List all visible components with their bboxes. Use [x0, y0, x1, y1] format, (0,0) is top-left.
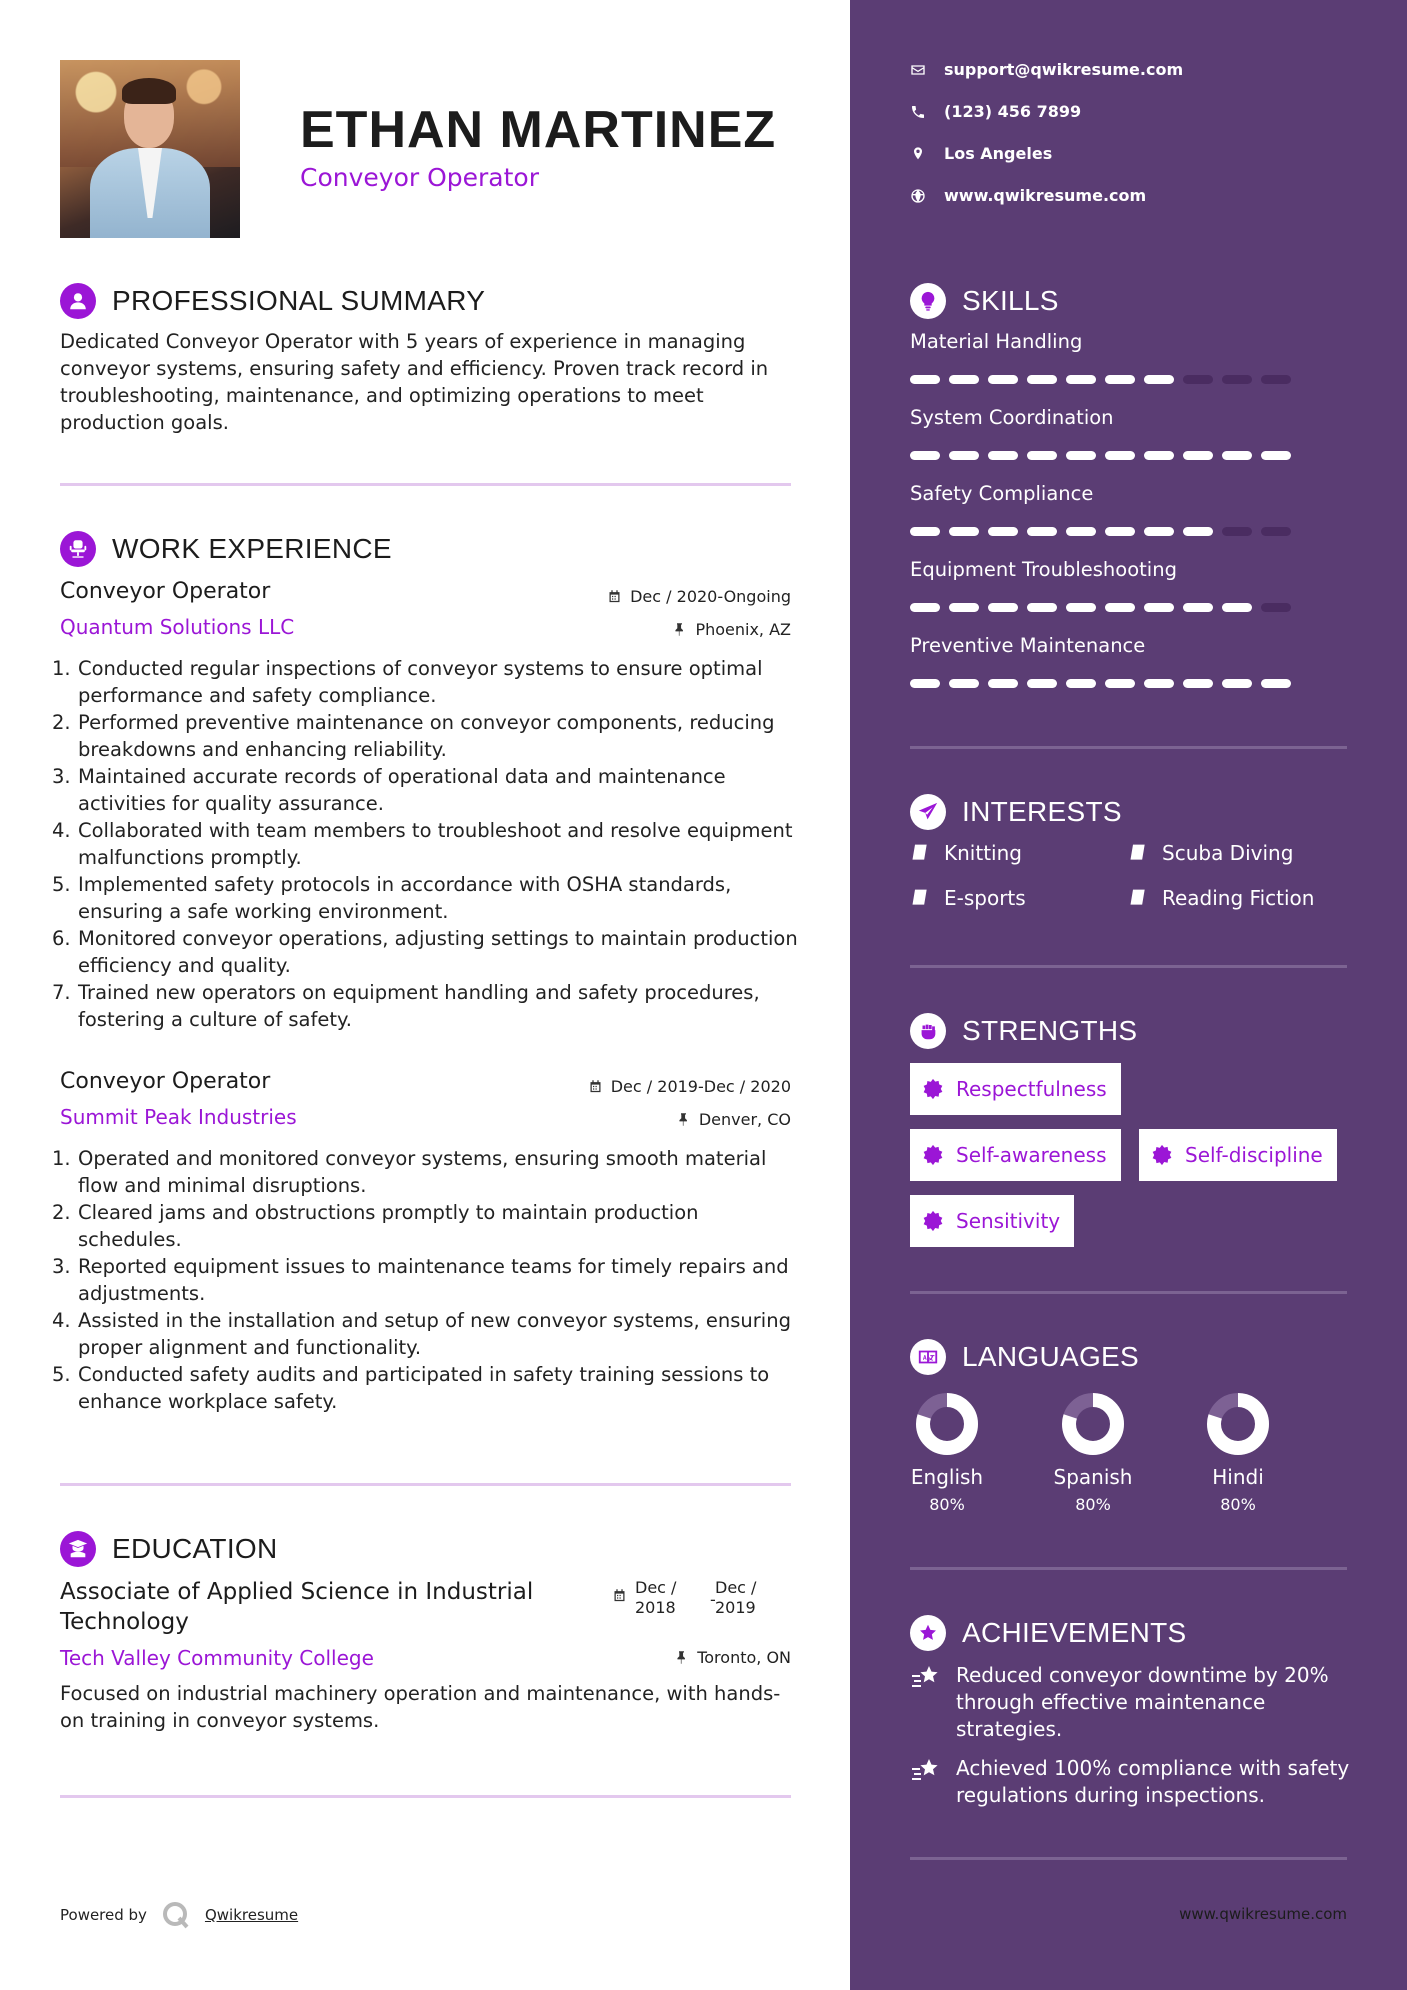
strength-chip: Self-discipline	[1139, 1129, 1337, 1181]
book-icon	[910, 888, 930, 908]
skill-name: Preventive Maintenance	[910, 634, 1146, 657]
list-item: 3. Reported equipment issues to maintenance teams for timely repairs and adjustments.	[52, 1255, 789, 1305]
strength-chip: Respectfulness	[910, 1063, 1121, 1115]
skill-level-segment	[1027, 375, 1057, 384]
skill-level-segment	[1027, 603, 1057, 612]
skill-level-segment	[988, 451, 1018, 460]
job-date: Dec / 2019-Dec / 2020	[588, 1077, 791, 1096]
skill-level-bar	[910, 451, 1300, 460]
education-dates	[612, 1578, 795, 1618]
skills-header	[910, 283, 1059, 319]
achievement-item: Reduced conveyor downtime by 20% through effective maintenance strategies.	[910, 1662, 1350, 1743]
language-proficiency-donut	[1060, 1391, 1126, 1457]
divider	[60, 483, 791, 486]
skill-level-segment	[949, 603, 979, 612]
skill-name: System Coordination	[910, 406, 1114, 429]
divider	[910, 965, 1347, 968]
language-name: English	[910, 1465, 984, 1489]
languages-header	[910, 1339, 1139, 1375]
book-icon	[1128, 888, 1148, 908]
sidebar	[850, 0, 1407, 1990]
skill-level-segment	[1183, 679, 1213, 688]
skill-level-segment	[949, 679, 979, 688]
graduate-icon	[60, 1531, 96, 1567]
skill-level-segment	[1144, 679, 1174, 688]
skill-level-segment	[988, 603, 1018, 612]
language-item	[1038, 1391, 1148, 1514]
book-icon	[910, 843, 930, 863]
language-proficiency-donut	[914, 1391, 980, 1457]
list-item: 3. Maintained accurate records of operational data and maintenance activities for quality assurance.	[52, 765, 726, 815]
contact-phone[interactable]: (123) 456 7899	[910, 102, 1081, 121]
skill-level-segment	[1222, 375, 1252, 384]
interest-item: Scuba Diving	[1128, 841, 1293, 865]
skill-level-segment	[1066, 375, 1096, 384]
book-icon	[1128, 843, 1148, 863]
shooting-star-icon	[910, 1755, 940, 1785]
contact-email[interactable]: support@qwikresume.com	[910, 60, 1183, 79]
summary-title: PROFESSIONAL SUMMARY	[112, 285, 486, 316]
divider	[910, 746, 1347, 749]
divider	[60, 1795, 791, 1798]
office-chair-icon	[60, 531, 96, 567]
skill-level-segment	[1261, 679, 1291, 688]
skill-level-segment	[1183, 603, 1213, 612]
lightbulb-icon	[910, 283, 946, 319]
language-percent: 80%	[1075, 1495, 1111, 1514]
shooting-star-icon	[910, 1662, 940, 1692]
skill-level-segment	[1105, 603, 1135, 612]
experience-title: WORK EXPERIENCE	[112, 533, 392, 564]
calendar-icon	[612, 1588, 627, 1603]
skill-level-segment	[1183, 451, 1213, 460]
contact-website[interactable]: www.qwikresume.com	[910, 186, 1146, 205]
skill-name: Safety Compliance	[910, 482, 1094, 505]
skill-level-segment	[1144, 375, 1174, 384]
skill-level-segment	[1222, 679, 1252, 688]
company-name: Quantum Solutions LLC	[60, 615, 295, 639]
achievements-title: ACHIEVEMENTS	[962, 1617, 1187, 1648]
skill-level-segment	[1105, 679, 1135, 688]
languages-title: LANGUAGES	[962, 1341, 1139, 1372]
skill-level-segment	[988, 679, 1018, 688]
interest-item: Knitting	[910, 841, 1022, 865]
calendar-icon	[588, 1079, 603, 1094]
company-name: Summit Peak Industries	[60, 1105, 297, 1129]
pin-icon	[674, 1650, 689, 1665]
divider	[910, 1857, 1347, 1860]
job-title: Conveyor Operator	[60, 579, 271, 604]
skill-level-segment	[988, 527, 1018, 536]
school-name: Tech Valley Community College	[60, 1646, 374, 1670]
skill-level-segment	[949, 527, 979, 536]
skill-level-segment	[1144, 527, 1174, 536]
skill-level-segment	[1222, 527, 1252, 536]
job-location: Phoenix, AZ	[672, 620, 791, 639]
list-item: 5. Conducted safety audits and participated in safety training sessions to enhance workplace safety.	[52, 1363, 770, 1413]
list-item: 2. Cleared jams and obstructions promptly to maintain production schedules.	[52, 1201, 699, 1251]
skill-level-segment	[1027, 679, 1057, 688]
summary-text: Dedicated Conveyor Operator with 5 years of experience in managing conveyor systems, ensuring safety and efficiency. Proven track record in troubleshooting, maintenance, and optimizing operations to meet production goals.	[60, 330, 769, 434]
skill-level-segment	[1027, 527, 1057, 536]
badge-icon	[922, 1144, 944, 1166]
skill-level-bar	[910, 527, 1300, 536]
skill-level-segment	[1066, 603, 1096, 612]
skill-level-segment	[1105, 451, 1135, 460]
skill-level-segment	[1105, 375, 1135, 384]
envelope-icon	[910, 62, 926, 78]
badge-icon	[922, 1078, 944, 1100]
calendar-icon	[607, 589, 622, 604]
list-item: 7. Trained new operators on equipment handling and safety procedures, fostering a culture of safety.	[52, 981, 760, 1031]
paper-plane-icon	[910, 794, 946, 830]
strength-chip: Self-awareness	[910, 1129, 1121, 1181]
skill-level-segment	[1105, 527, 1135, 536]
degree-title: Associate of Applied Science in Industrial Technology	[60, 1579, 534, 1635]
map-pin-icon	[910, 146, 926, 162]
job-bullets	[52, 655, 802, 1033]
language-percent: 80%	[1220, 1495, 1256, 1514]
skill-level-segment	[1222, 451, 1252, 460]
interest-item: E-sports	[910, 886, 1026, 910]
skill-name: Equipment Troubleshooting	[910, 558, 1177, 581]
pin-icon	[672, 622, 687, 637]
language-item	[892, 1391, 1002, 1514]
candidate-role: Conveyor Operator	[300, 163, 539, 192]
list-item: 2. Performed preventive maintenance on conveyor components, reducing breakdowns and enhancing reliability.	[52, 711, 775, 761]
skill-level-segment	[1066, 451, 1096, 460]
date-separator: -	[710, 1590, 716, 1609]
user-icon	[60, 283, 96, 319]
powered-by	[60, 1900, 298, 1930]
education-header	[60, 1531, 278, 1567]
skill-level-segment	[910, 679, 940, 688]
skill-level-segment	[1066, 679, 1096, 688]
education-title: EDUCATION	[112, 1533, 278, 1564]
skill-level-segment	[1261, 527, 1291, 536]
education-start-date: Dec / 2018	[635, 1578, 677, 1617]
job-bullets	[52, 1145, 802, 1415]
skill-level-segment	[910, 451, 940, 460]
skill-level-segment	[910, 375, 940, 384]
contact-location: Los Angeles	[910, 144, 1052, 163]
skill-name: Material Handling	[910, 330, 1083, 353]
skills-title: SKILLS	[962, 285, 1059, 316]
skill-level-segment	[949, 375, 979, 384]
skill-level-segment	[988, 375, 1018, 384]
language-name: Spanish	[1053, 1465, 1133, 1489]
skill-level-segment	[1144, 451, 1174, 460]
qwikresume-logo-icon	[161, 1900, 191, 1930]
skill-level-segment	[910, 603, 940, 612]
language-item	[1183, 1391, 1293, 1514]
skill-level-segment	[910, 527, 940, 536]
list-item: 5. Implemented safety protocols in accordance with OSHA standards, ensuring a safe working environment.	[52, 873, 732, 923]
skill-level-segment	[1027, 451, 1057, 460]
interests-title: INTERESTS	[962, 796, 1122, 827]
list-item: 1. Conducted regular inspections of conveyor systems to ensure optimal performance and safety compliance.	[52, 657, 763, 707]
profile-photo	[60, 60, 240, 238]
language-name: Hindi	[1212, 1465, 1264, 1489]
badge-icon	[922, 1210, 944, 1232]
strength-chip: Sensitivity	[910, 1195, 1074, 1247]
summary-header	[60, 283, 485, 319]
interest-item: Reading Fiction	[1128, 886, 1314, 910]
skill-level-segment	[1222, 603, 1252, 612]
strengths-header	[910, 1013, 1137, 1049]
fist-icon	[910, 1013, 946, 1049]
divider	[60, 1483, 791, 1486]
education-description: Focused on industrial machinery operation and maintenance, with hands-on training in conveyor systems.	[60, 1682, 781, 1732]
skill-level-segment	[949, 451, 979, 460]
translate-icon	[910, 1339, 946, 1375]
skill-level-segment	[1066, 527, 1096, 536]
skill-level-bar	[910, 679, 1300, 688]
phone-icon	[910, 104, 926, 120]
language-percent: 80%	[929, 1495, 965, 1514]
skill-level-bar	[910, 375, 1300, 384]
skill-level-segment	[1261, 451, 1291, 460]
footer-website[interactable]: www.qwikresume.com	[1179, 1905, 1347, 1923]
job-location: Denver, CO	[676, 1110, 791, 1129]
badge-icon	[1151, 1144, 1173, 1166]
list-item: 1. Operated and monitored conveyor systems, ensuring smooth material flow and minimal disruptions.	[52, 1147, 767, 1197]
skill-level-segment	[1261, 603, 1291, 612]
job-title: Conveyor Operator	[60, 1069, 271, 1094]
divider	[910, 1291, 1347, 1294]
skill-level-segment	[1183, 527, 1213, 536]
education-end-date: Dec / 2019	[715, 1578, 757, 1617]
skill-level-segment	[1261, 375, 1291, 384]
list-item: 6. Monitored conveyor operations, adjusting settings to maintain production efficiency and quality.	[52, 927, 798, 977]
skill-level-segment	[1183, 375, 1213, 384]
achievement-item: Achieved 100% compliance with safety regulations during inspections.	[910, 1755, 1350, 1809]
experience-header	[60, 531, 392, 567]
powered-by-label: Powered by	[60, 1906, 147, 1924]
language-proficiency-donut	[1205, 1391, 1271, 1457]
education-location: Toronto, ON	[674, 1648, 791, 1667]
globe-icon	[910, 188, 926, 204]
qwikresume-link[interactable]: Qwikresume	[204, 1906, 299, 1924]
interests-header	[910, 794, 1122, 830]
pin-icon	[676, 1112, 691, 1127]
divider	[910, 1567, 1347, 1570]
job-date: Dec / 2020-Ongoing	[607, 587, 791, 606]
star-badge-icon	[910, 1615, 946, 1651]
achievements-header	[910, 1615, 1187, 1651]
skill-level-segment	[1144, 603, 1174, 612]
strengths-title: STRENGTHS	[962, 1015, 1138, 1046]
skill-level-bar	[910, 603, 1300, 612]
list-item: 4. Assisted in the installation and setup of new conveyor systems, ensuring proper alignment and functionality.	[52, 1309, 791, 1359]
candidate-name: ETHAN MARTINEZ	[300, 101, 777, 159]
list-item: 4. Collaborated with team members to troubleshoot and resolve equipment malfunctions promptly.	[52, 819, 793, 869]
